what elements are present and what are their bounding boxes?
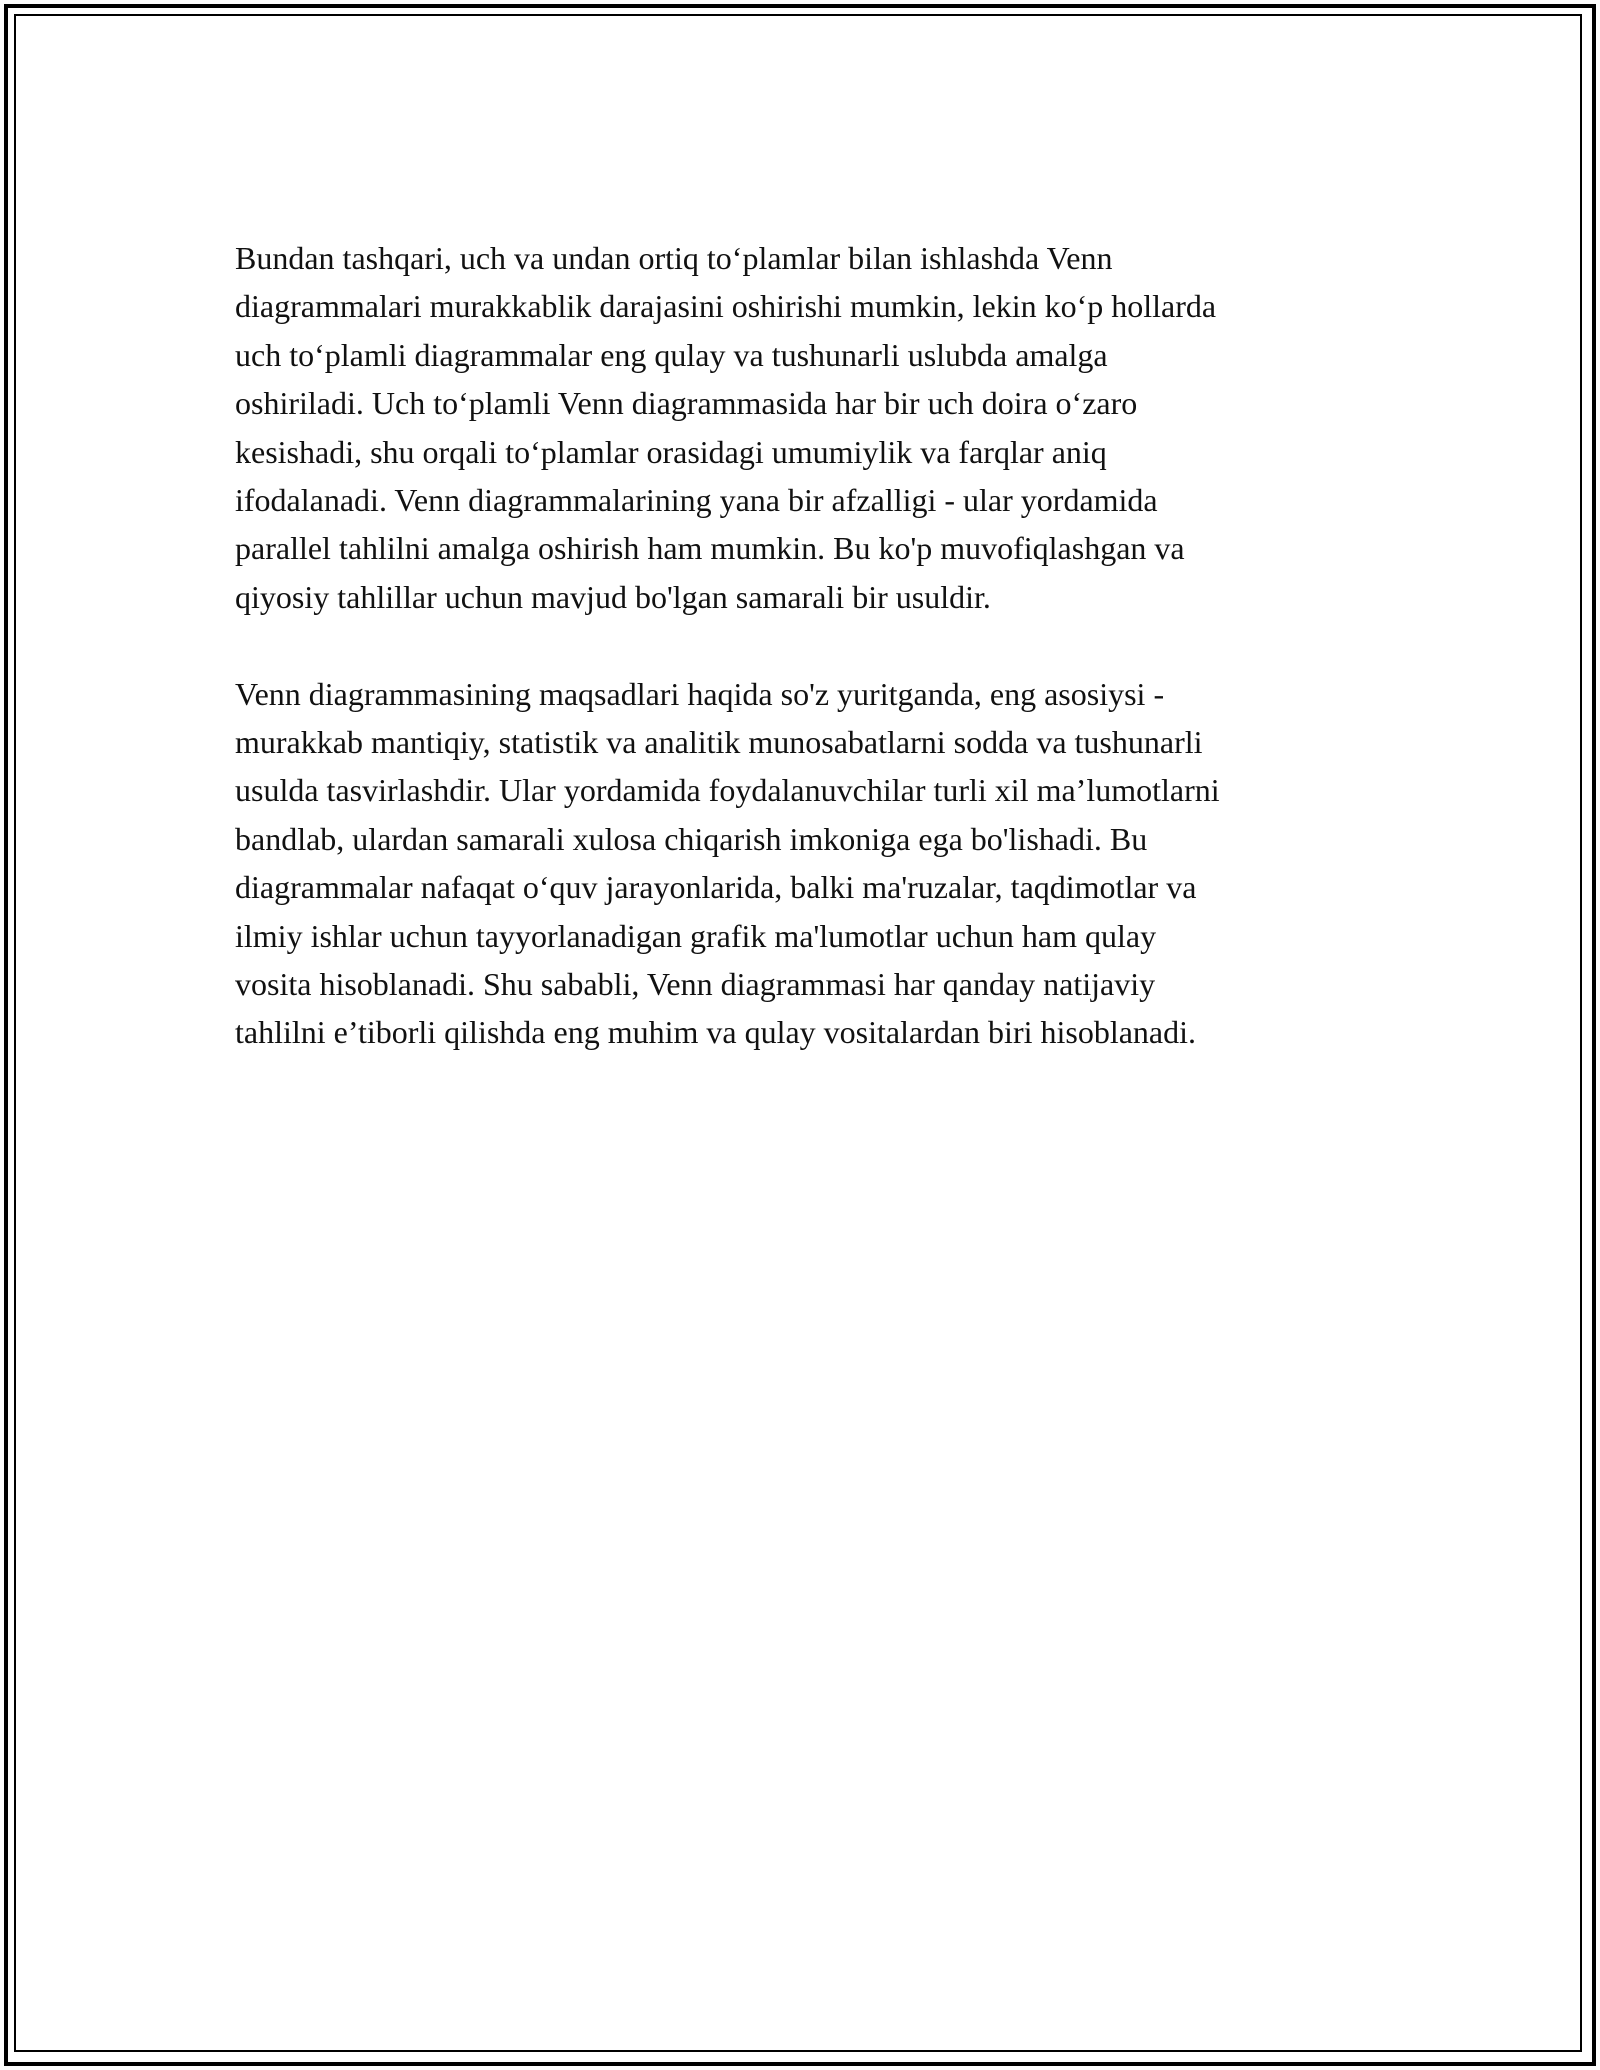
paragraph-line: oshiriladi. Uch to‘plamli Venn diagrammasida har bir uch doira o‘zaro [235, 385, 1138, 422]
paragraph-2 [235, 670, 1375, 1057]
paragraph-line: vosita hisoblanadi. Shu sababli, Venn diagrammasi har qanday natijaviy [235, 966, 1156, 1003]
paragraph-line: diagrammalar nafaqat o‘quv jarayonlarida, balki ma'ruzalar, taqdimotlar va [235, 869, 1197, 906]
paragraph-line: murakkab mantiqiy, statistik va analitik munosabatlarni sodda va tushunarli [235, 724, 1203, 761]
paragraph-line: Venn diagrammasining maqsadlari haqida so'z yuritganda, eng asosiysi - [235, 675, 1165, 712]
paragraph-line: usulda tasvirlashdir. Ular yordamida foydalanuvchilar turli xil ma’lumotlarni [235, 772, 1220, 809]
paragraph-line: tahlilni e’tiborli qilishda eng muhim va qulay vositalardan biri hisoblanadi. [235, 1014, 1197, 1051]
paragraph-line: bandlab, ulardan samarali xulosa chiqarish imkoniga ega bo'lishadi. Bu [235, 820, 1148, 857]
paragraph-1 [235, 234, 1375, 621]
paragraph-line: ifodalanadi. Venn diagrammalarining yana bir afzalligi - ular yordamida [235, 482, 1158, 519]
paragraph-line: parallel tahlilni amalga oshirish ham mumkin. Bu ko'p muvofiqlashgan va [235, 530, 1185, 567]
paragraph-line: diagrammalari murakkablik darajasini oshirishi mumkin, lekin ko‘p hollarda [235, 288, 1217, 325]
paragraph-line: uch to‘plamli diagrammalar eng qulay va tushunarli uslubda amalga [235, 336, 1108, 373]
paragraph-line: Bundan tashqari, uch va undan ortiq to‘plamlar bilan ishlashda Venn [235, 240, 1113, 276]
paragraph-line: kesishadi, shu orqali to‘plamlar orasidagi umumiylik va farqlar aniq [235, 433, 1107, 470]
paragraph-line: qiyosiy tahlillar uchun mavjud bo'lgan samarali bir usuldir. [235, 578, 991, 615]
paragraph-line: ilmiy ishlar uchun tayyorlanadigan grafik ma'lumotlar uchun ham qulay [235, 917, 1157, 954]
document-body [235, 234, 1375, 1057]
